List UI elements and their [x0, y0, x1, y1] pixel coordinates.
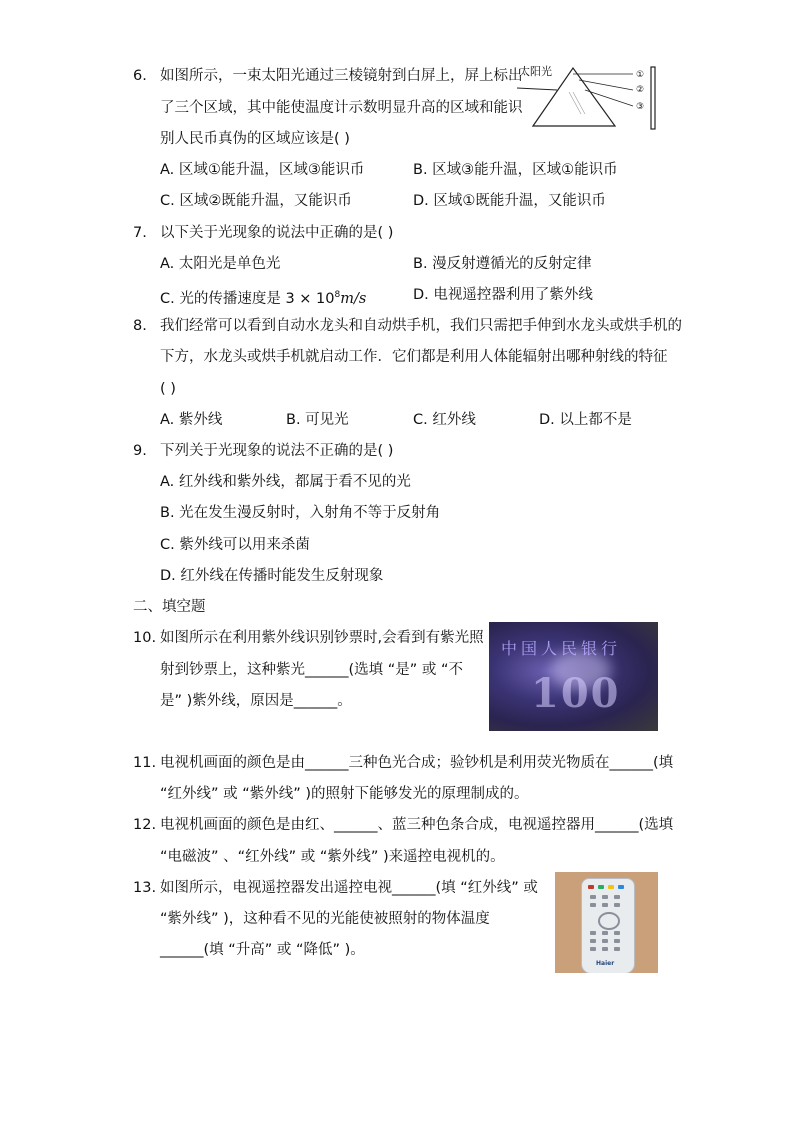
question-text: 电视机画面的颜色是由______三种色光合成；验钞机是利用荧光物质在______(填 [160, 755, 674, 771]
question-number: 6. [133, 68, 147, 84]
option-d: D. 电视遥控器利用了紫外线 [413, 287, 593, 303]
remote-brand-logo: Haier [596, 960, 615, 967]
option-c: C. 光的传播速度是 $3 \times 10^8m/s$ [160, 290, 367, 307]
incident-ray [517, 88, 557, 90]
white-screen [651, 67, 655, 129]
banknote-denomination: 100 [531, 670, 621, 717]
question-text: “电磁波” 、“红外线” 或 “紫外线” )来遥控电视机的。 [160, 849, 505, 865]
question-number: 13. [133, 880, 157, 896]
question-text: 电视机画面的颜色是由红、______、蓝三种色条合成，电视遥控器用______(选填 [160, 817, 674, 833]
option-d: D. 红外线在传播时能发生反射现象 [160, 568, 384, 584]
question-text: ( ) [160, 381, 176, 397]
question-text: 别人民币真伪的区域应该是( ) [160, 131, 350, 147]
question-number: 8. [133, 318, 147, 334]
option-d: D. 区域①既能升温，又能识币 [413, 193, 606, 209]
option-b: B. 可见光 [286, 412, 349, 428]
question-number: 10. [133, 630, 157, 646]
question-text: “红外线” 或 “紫外线” )的照射下能够发光的原理制成的。 [160, 786, 529, 802]
refracted-ray-2 [579, 80, 633, 90]
option-b: B. 漫反射遵循光的反射定律 [413, 256, 592, 272]
question-text: 如图所示，电视遥控器发出遥控电视______(填 “红外线” 或 [160, 880, 538, 896]
option-b: B. 光在发生漫反射时，入射角不等于反射角 [160, 505, 441, 521]
banknote-bank-text: 中国人民银行 [501, 639, 622, 658]
option-c: C. 区域②既能升温，又能识币 [160, 193, 352, 209]
zone-1-label: ① [636, 70, 645, 80]
question-text: 以下关于光现象的说法中正确的是( ) [160, 225, 394, 241]
option-b: B. 区域③能升温，区域①能识币 [413, 162, 618, 178]
zone-2-label: ② [636, 85, 645, 95]
question-text: 射到钞票上，这种紫光______(选填 “是” 或 “不 [160, 662, 464, 678]
question-text: “紫外线” )，这种看不见的光能使被照射的物体温度 [160, 911, 490, 927]
question-text: 是” )紫外线，原因是______。 [160, 693, 352, 709]
option-d: D. 以上都不是 [539, 412, 632, 428]
question-number: 12. [133, 817, 157, 833]
option-a: A. 区域①能升温，区域③能识币 [160, 162, 365, 178]
zone-3-label: ③ [636, 102, 645, 112]
question-text: 如图所示在利用紫外线识别钞票时,会看到有紫光照 [160, 630, 484, 646]
refracted-ray-3 [585, 90, 633, 106]
question-text: 了三个区域，其中能使温度计示数明显升高的区域和能识 [160, 100, 523, 116]
prism-diagram [515, 62, 660, 132]
question-text: 我们经常可以看到自动水龙头和自动烘手机，我们只需把手伸到水龙头或烘手机的 [160, 318, 682, 334]
question-text: ______(填 “升高” 或 “降低” )。 [160, 942, 365, 958]
option-a: A. 太阳光是单色光 [160, 256, 281, 272]
question-number: 11. [133, 755, 157, 771]
remote-body [581, 878, 635, 973]
question-text: 下方，水龙头或烘手机就启动工作．它们都是利用人体能辐射出哪种射线的特征 [160, 349, 668, 365]
question-number: 9. [133, 443, 147, 459]
question-text: 如图所示，一束太阳光通过三棱镜射到白屏上，屏上标出 [160, 68, 523, 84]
sunlight-label: 太阳光 [519, 65, 552, 78]
uv-banknote-photo [489, 622, 658, 731]
option-c: C. 紫外线可以用来杀菌 [160, 537, 310, 553]
question-text: 下列关于光现象的说法不正确的是( ) [160, 443, 394, 459]
option-a: A. 红外线和紫外线，都属于看不见的光 [160, 474, 411, 490]
option-a: A. 紫外线 [160, 412, 223, 428]
question-number: 7. [133, 225, 147, 241]
option-c: C. 红外线 [413, 412, 476, 428]
tv-remote-photo [555, 872, 658, 973]
section-title: 二、填空题 [133, 599, 206, 615]
